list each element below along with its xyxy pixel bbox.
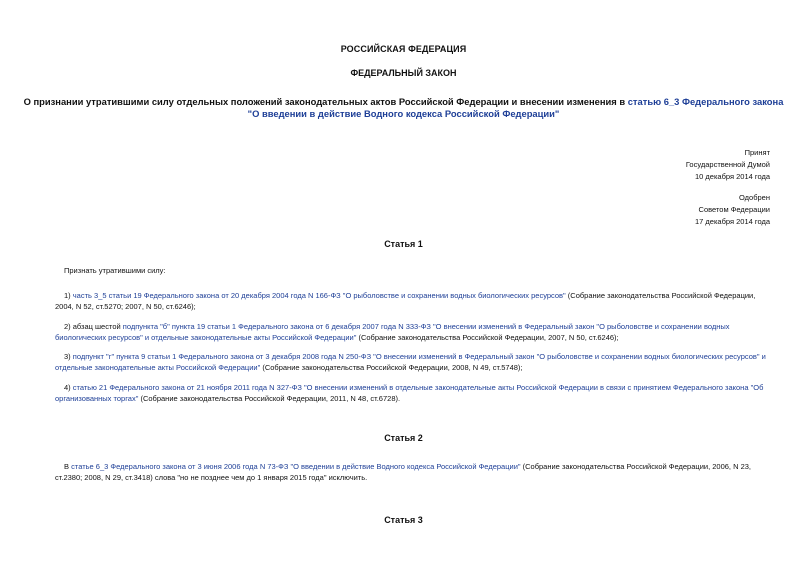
item-3-num: 3) bbox=[64, 352, 73, 361]
article-2-text bbox=[55, 461, 770, 483]
article-2-link[interactable]: статье 6_3 Федерального закона от 3 июня 2006 года N 73-ФЗ "О введении в действие Водного кодекса Российской Федерации" bbox=[71, 462, 521, 471]
item-4-link[interactable]: статью 21 Федерального закона от 21 ноября 2011 года N 327-ФЗ "О внесении изменений в отдельные законодательные акты Российской Федерации в связи с принятием Федерального закона "Об организованных торгах" bbox=[55, 383, 764, 403]
article-1-item-2 bbox=[55, 321, 770, 343]
accepted-date: 10 декабря 2014 года bbox=[694, 172, 770, 181]
item-3-link[interactable]: подпункт "г" пункта 9 статьи 1 Федерального закона от 3 декабря 2008 года N 250-ФЗ "О внесении изменений в Федеральный закон "О рыболовстве и сохранении водных биологических ресурсов" и отдельные законодательные акты Российской Федерации" bbox=[55, 352, 766, 372]
item-2-num: 2) абзац шестой bbox=[64, 322, 123, 331]
item-2-rest: (Собрание законодательства Российской Федерации, 2007, N 50, ст.6246); bbox=[356, 333, 619, 342]
item-2-link[interactable]: подпункта "б" пункта 19 статьи 1 Федерального закона от 6 декабря 2007 года N 333-ФЗ "О внесении изменений в Федеральный закон "О рыболовстве и сохранении водных биологических ресурсов" и отдельные законодательные акты Российской Федерации" bbox=[55, 322, 730, 342]
article-1-item-3 bbox=[55, 351, 770, 373]
item-4-rest: (Собрание законодательства Российской Федерации, 2011, N 48, ст.6728). bbox=[138, 394, 401, 403]
approved-body: Советом Федерации bbox=[698, 205, 770, 214]
article-1-intro: Признать утратившими силу: bbox=[64, 266, 166, 275]
item-3-rest: (Собрание законодательства Российской Федерации, 2008, N 49, ст.5748); bbox=[260, 363, 523, 372]
article-2-pre: В bbox=[64, 462, 72, 471]
item-1-link[interactable]: часть 3_5 статьи 19 Федерального закона от 20 декабря 2004 года N 166-ФЗ "О рыболовстве и сохранении водных биологических ресурсов" bbox=[72, 291, 566, 300]
accepted-body: Государственной Думой bbox=[685, 160, 770, 169]
item-4-num: 4) bbox=[64, 383, 73, 392]
article-1-item-4 bbox=[55, 382, 770, 404]
document-title-text: О признании утратившими силу отдельных положений законодательных актов Российской Федерации и внесении изменения в bbox=[23, 96, 628, 107]
article-2-rest: (Собрание законодательства Российской Федерации, 2006, N 23, ст.2380; 2008, N 29, ст.3418) слова "но не позднее чем до 1 января 2015 года" исключить. bbox=[55, 462, 752, 482]
article-1-title: Статья 1 bbox=[384, 239, 423, 249]
article-1-item-1 bbox=[55, 290, 770, 312]
item-1-rest: (Собрание законодательства Российской Федерации, 2004, N 52, ст.5270; 2007, N 50, ст.6246); bbox=[55, 291, 756, 311]
doc-type-heading: ФЕДЕРАЛЬНЫЙ ЗАКОН bbox=[350, 68, 457, 78]
document-title-link-1[interactable]: статью 6_3 Федерального закона bbox=[627, 96, 784, 107]
approved-label: Одобрен bbox=[739, 193, 770, 202]
article-3-title: Статья 3 bbox=[384, 515, 423, 525]
country-heading: РОССИЙСКАЯ ФЕДЕРАЦИЯ bbox=[340, 44, 467, 54]
article-2-title: Статья 2 bbox=[384, 433, 423, 443]
approved-date: 17 декабря 2014 года bbox=[694, 217, 770, 226]
document-title-link-2[interactable]: "О введении в действие Водного кодекса Российской Федерации" bbox=[247, 108, 560, 119]
document-title bbox=[0, 96, 807, 120]
accepted-label: Принят bbox=[744, 148, 770, 157]
item-1-num: 1) bbox=[64, 291, 73, 300]
acceptance-block bbox=[686, 147, 770, 228]
